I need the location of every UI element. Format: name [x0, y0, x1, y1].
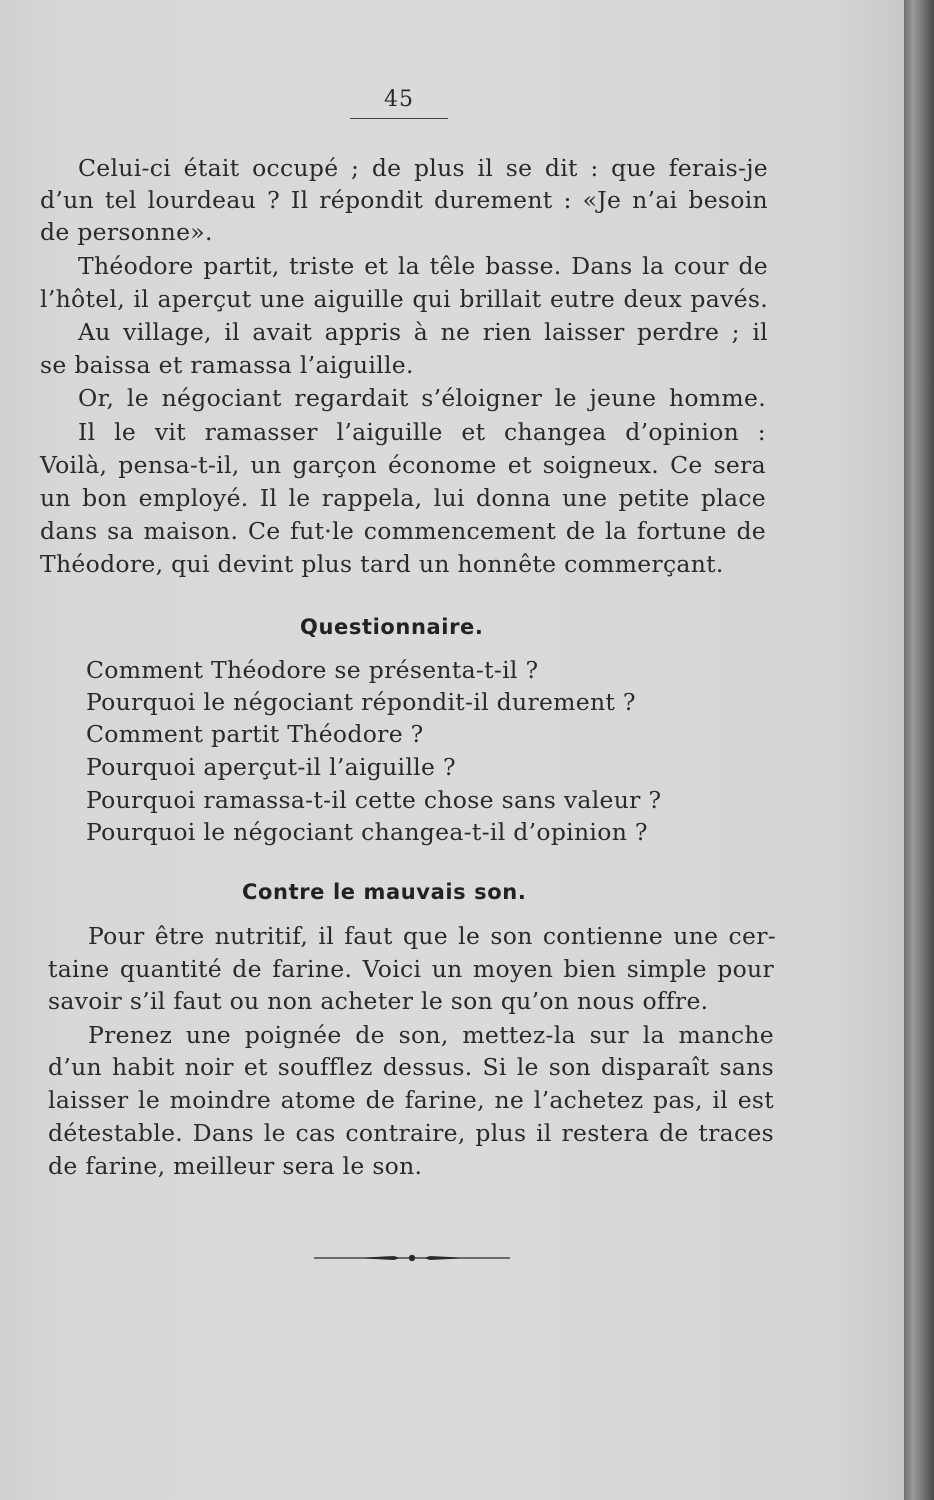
section-line: détestable. Dans le cas contraire, plus il restera de traces	[48, 1119, 774, 1147]
story-line: Théodore, qui devint plus tard un honnête commerçant.	[40, 550, 724, 578]
story-line: un bon employé. Il le rappela, lui donna une petite place	[40, 484, 766, 512]
story-line: Or, le négociant regardait s’éloigner le jeune homme.	[78, 384, 766, 412]
story-line: Au village, il avait appris à ne rien laisser perdre ; il	[78, 318, 768, 346]
story-line: Celui-ci était occupé ; de plus il se dit : que ferais-je	[78, 154, 768, 182]
question-item: Comment partit Théodore ?	[86, 720, 424, 748]
story-line: dans sa maison. Ce fut·le commencement de la fortune de	[40, 517, 766, 545]
section-line: taine quantité de farine. Voici un moyen bien simple pour	[48, 955, 774, 983]
story-line: Voilà, pensa-t-il, un garçon économe et soigneux. Ce sera	[40, 451, 766, 479]
story-line: Théodore partit, triste et la têle basse. Dans la cour de	[78, 252, 768, 280]
section-line: savoir s’il faut ou non acheter le son qu’on nous offre.	[48, 987, 709, 1015]
story-line: Il le vit ramasser l’aiguille et changea d’opinion :	[78, 418, 766, 446]
section-heading: Contre le mauvais son.	[242, 880, 527, 904]
story-line: d’un tel lourdeau ? Il répondit durement : «Je n’ai besoin	[40, 186, 768, 214]
story-line: se baissa et ramassa l’aiguille.	[40, 351, 414, 379]
question-item: Pourquoi ramassa-t-il cette chose sans valeur ?	[86, 786, 662, 814]
question-item: Pourquoi aperçut-il l’aiguille ?	[86, 753, 456, 781]
question-item: Pourquoi le négociant changea-t-il d’opinion ?	[86, 818, 648, 846]
section-line: d’un habit noir et soufflez dessus. Si le son disparaît sans	[48, 1053, 774, 1081]
story-line: de personne».	[40, 218, 213, 246]
flourish-icon	[314, 1246, 510, 1270]
section-line: de farine, meilleur sera le son.	[48, 1152, 423, 1180]
question-item: Comment Théodore se présenta-t-il ?	[86, 656, 539, 684]
page-edge	[904, 0, 934, 1500]
question-item: Pourquoi le négociant répondit-il durement ?	[86, 688, 636, 716]
section-line: Prenez une poignée de son, mettez-la sur la manche	[88, 1021, 774, 1049]
story-line: l’hôtel, il aperçut une aiguille qui brillait eutre deux pavés.	[40, 285, 768, 313]
section-line: laisser le moindre atome de farine, ne l’achetez pas, il est	[48, 1086, 774, 1114]
questionnaire-heading: Questionnaire.	[300, 615, 484, 639]
section-line: Pour être nutritif, il faut que le son contienne une cer-	[88, 922, 776, 950]
page-number: 45	[350, 86, 448, 119]
